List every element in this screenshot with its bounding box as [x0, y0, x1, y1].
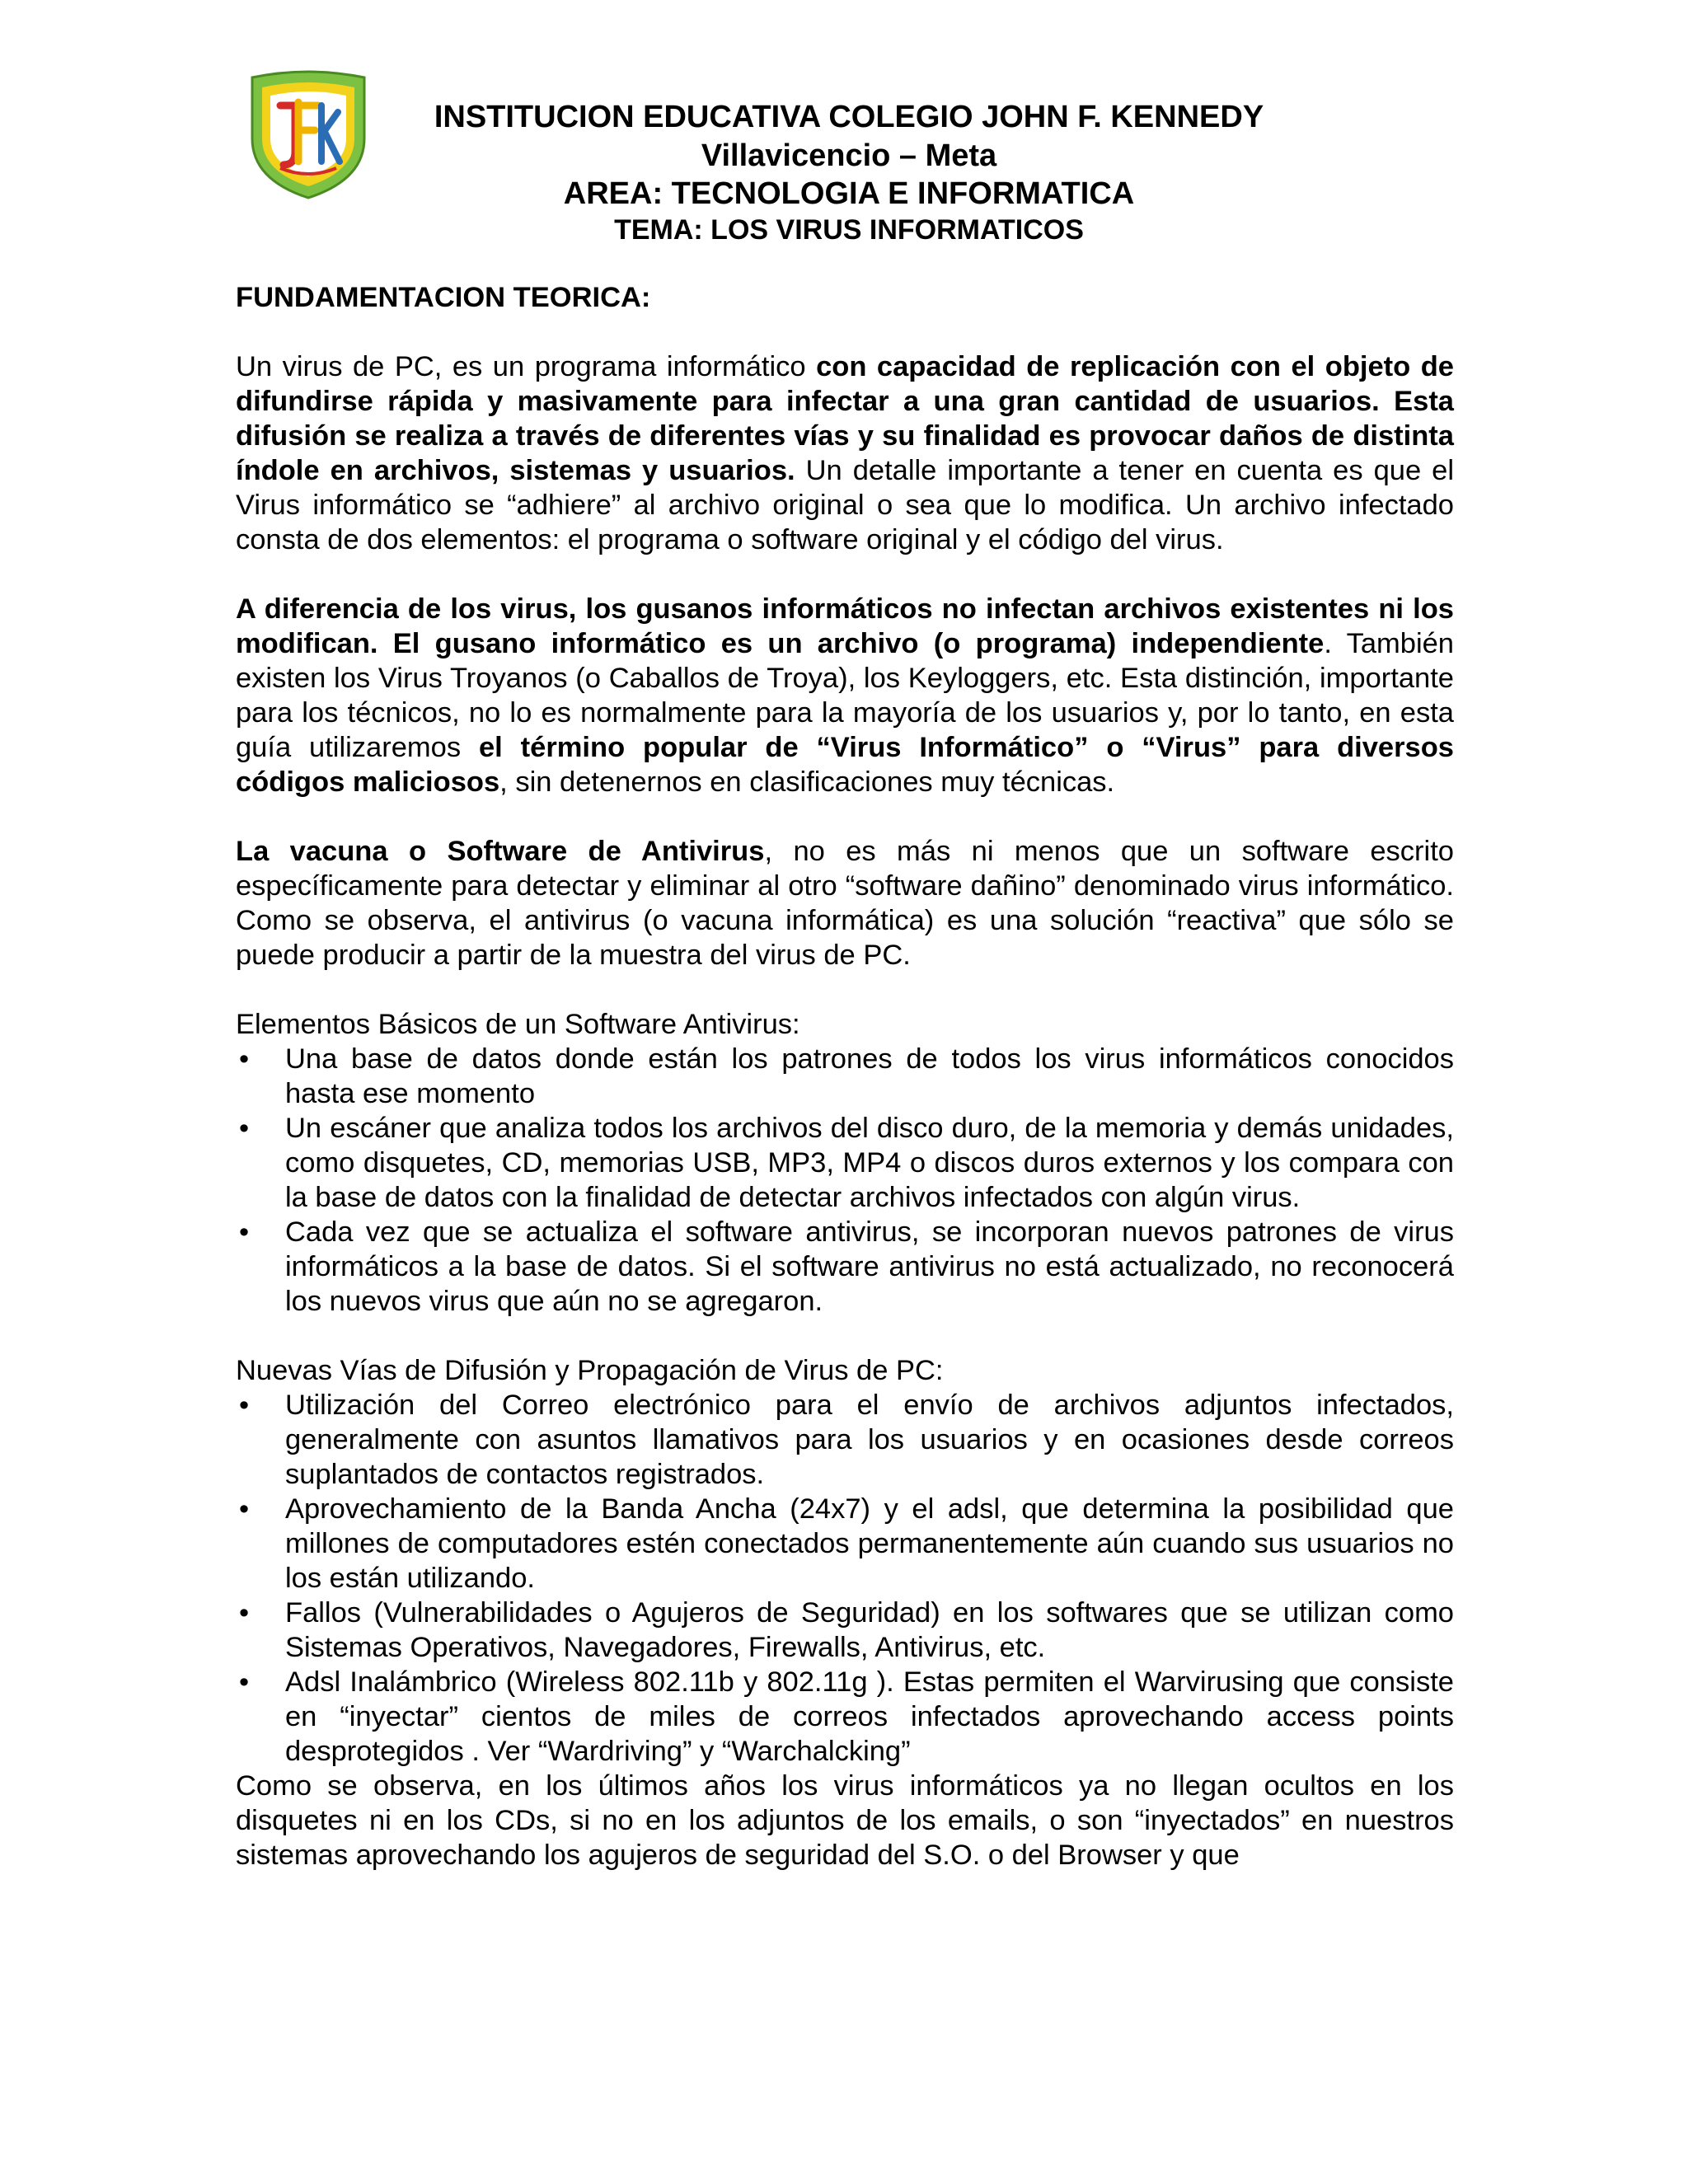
p2-text-b: . También existen los Virus Troyanos (o Caballos de Troya), los Keyloggers, etc. Esta distinción, importante para los técnicos, no lo es normalmente para la mayoría de los usuarios y, por lo tanto, en esta guía utilizaremos	[236, 628, 1454, 763]
list-title-antivirus-elements: Elementos Básicos de un Software Antivirus:	[236, 1009, 800, 1040]
document-body	[236, 280, 1454, 1872]
paragraph-worms	[236, 592, 1454, 799]
p1-bold-b: con capacidad de replicación con el objeto de difundirse rápida y masivamente para infectar a una gran cantidad de usuarios. Esta difusión se realiza a través de diferentes vías y su finalidad es provocar daños de distinta índole en archivos, sistemas y usuarios.	[236, 351, 1454, 486]
list-item-text: Una base de datos donde están los patrones de todos los virus informáticos conocidos hasta ese momento	[285, 1043, 1454, 1109]
bullet-icon: •	[239, 1113, 250, 1144]
p2-text-d: , sin detenernos en clasificaciones muy técnicas.	[499, 766, 1115, 798]
list-item	[236, 1665, 1454, 1769]
institution-location: Villavicencio – Meta	[701, 138, 997, 173]
list-title-propagation: Nuevas Vías de Difusión y Propagación de Virus de PC:	[236, 1355, 944, 1386]
list-item	[236, 1596, 1454, 1665]
topic-title: TEMA: LOS VIRUS INFORMATICOS	[614, 214, 1084, 246]
p3-text-b: , no es más ni menos que un software escrito específicamente para detectar y eliminar al otro “software dañino” denominado virus informático. Como se observa, el antivirus (o vacuna informática) es una solución “reactiva” que sólo se puede producir a partir de la muestra del virus de PC.	[236, 836, 1454, 971]
bullet-icon: •	[239, 1043, 250, 1075]
paragraph-antivirus	[236, 834, 1454, 972]
subject-area: AREA: TECNOLOGIA E INFORMATICA	[563, 176, 1135, 211]
paragraph-virus-definition	[236, 349, 1454, 557]
bullet-icon: •	[239, 1597, 250, 1629]
p3-bold-a: La vacuna o Software de Antivirus	[236, 836, 765, 867]
p2-bold-c: el término popular de “Virus Informático” o “Virus” para diversos códigos maliciosos	[236, 732, 1454, 798]
list-item-text: Aprovechamiento de la Banda Ancha (24x7) y el adsl, que determina la posibilidad que millones de computadores estén conectados permanentemente aún cuando sus usuarios no los están utilizando.	[285, 1493, 1454, 1594]
institution-name: INSTITUCION EDUCATIVA COLEGIO JOHN F. KENNEDY	[434, 100, 1264, 134]
list-item	[236, 1215, 1454, 1319]
list-item	[236, 1042, 1454, 1111]
list-item	[236, 1388, 1454, 1492]
section-title: FUNDAMENTACION TEORICA:	[236, 282, 651, 313]
bullet-icon: •	[239, 1493, 250, 1525]
bullet-icon: •	[239, 1216, 250, 1248]
p1-text-c: Un detalle importante a tener en cuenta es que el Virus informático se “adhiere” al archivo original o sea que lo modifica. Un archivo infectado consta de dos elementos: el programa o software original y el código del virus.	[236, 455, 1454, 555]
list-item	[236, 1492, 1454, 1596]
bullet-icon: •	[239, 1390, 250, 1421]
antivirus-elements-list	[236, 1042, 1454, 1319]
p1-text-a: Un virus de PC, es un programa informático	[236, 351, 817, 382]
list-item-text: Adsl Inalámbrico (Wireless 802.11b y 802.11g ). Estas permiten el Warvirusing que consiste en “inyectar” cientos de miles de correos infectados aprovechando access points desprotegidos . Ver “Wardriving” y “Warchalcking”	[285, 1666, 1454, 1767]
list-item	[236, 1111, 1454, 1215]
list-item-text: Un escáner que analiza todos los archivos del disco duro, de la memoria y demás unidades, como disquetes, CD, memorias USB, MP3, MP4 o discos duros externos y los compara con la base de datos con la finalidad de detectar archivos infectados con algún virus.	[285, 1113, 1454, 1213]
list-item-text: Fallos (Vulnerabilidades o Agujeros de Seguridad) en los softwares que se utilizan como Sistemas Operativos, Navegadores, Firewalls, Antivirus, etc.	[285, 1597, 1454, 1663]
document-header	[346, 97, 1352, 247]
bullet-icon: •	[239, 1666, 250, 1698]
closing-paragraph: Como se observa, en los últimos años los virus informáticos ya no llegan ocultos en los disquetes ni en los CDs, si no en los adjuntos de los emails, o son “inyectados” en nuestros sistemas aprovechando los agujeros de seguridad del S.O. o del Browser y que	[236, 1770, 1454, 1871]
propagation-list	[236, 1388, 1454, 1769]
list-item-text: Utilización del Correo electrónico para el envío de archivos adjuntos infectados, generalmente con asuntos llamativos para los usuarios y en ocasiones desde correos suplantados de contactos registrados.	[285, 1390, 1454, 1490]
p2-bold-a: A diferencia de los virus, los gusanos informáticos no infectan archivos existentes ni los modifican. El gusano informático es un archivo (o programa) independiente	[236, 593, 1454, 659]
list-item-text: Cada vez que se actualiza el software antivirus, se incorporan nuevos patrones de virus informáticos a la base de datos. Si el software antivirus no está actualizado, no reconocerá los nuevos virus que aún no se agregaron.	[285, 1216, 1454, 1317]
